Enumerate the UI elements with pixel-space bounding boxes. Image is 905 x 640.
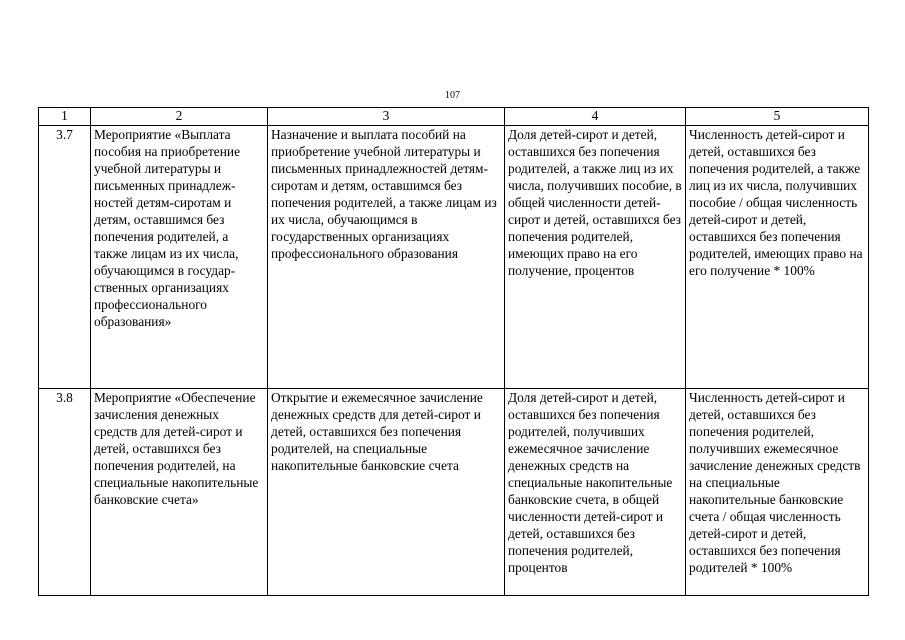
description-cell: Назначение и выплата пособий на приобретение учебной литературы и письменных принадлежностей детям-сиротам и детям, оставшимся без попечения родителей, а также лицам из их числа, обучающимся в государственных организациях профессионального образования — [268, 126, 505, 389]
measures-table — [38, 107, 869, 596]
description-cell: Открытие и ежемесячное зачисление денежных средств для детей-сирот и детей, оставшихся без попечения родителей, на специальные накопительные банковские счета — [268, 389, 505, 596]
event-cell: Мероприятие «Выплата пособия на приобретение учебной литературы и письменных принадлеж-ностей детям-сиротам и детям, оставшимся без попечения родителей, а также лицам из их числа, обучающимся в государ-ственных организациях профессионального образования» — [91, 126, 268, 389]
column-header-1: 1 — [39, 108, 91, 126]
indicator-cell: Доля детей-сирот и детей, оставшихся без попечения родителей, а также лиц из их числа, получивших пособие, в общей численности детей-сирот и детей, оставшихся без попечения родителей, имеющих право на его получение, процентов — [505, 126, 686, 389]
row-number-cell: 3.8 — [39, 389, 91, 596]
indicator-cell: Доля детей-сирот и детей, оставшихся без попечения родителей, получивших ежемесячное зачисление денежных средств на специальные накопительные банковские счета, в общей численности детей-сирот и детей, оставшихся без попечения родителей, процентов — [505, 389, 686, 596]
row-number-cell: 3.7 — [39, 126, 91, 389]
header-row — [39, 108, 869, 126]
table-row — [39, 126, 869, 389]
column-header-5: 5 — [686, 108, 869, 126]
event-cell: Мероприятие «Обеспечение зачисления денежных средств для детей-сирот и детей, оставшихся без попечения родителей, на специальные накопительные банковские счета» — [91, 389, 268, 596]
formula-cell: Численность детей-сирот и детей, оставшихся без попечения родителей, а также лиц из их числа, получивших пособие / общая численность детей-сирот и детей, оставшихся без попечения родителей, имеющих право на его получение * 100% — [686, 126, 869, 389]
column-header-2: 2 — [91, 108, 268, 126]
page-number: 107 — [445, 90, 460, 101]
column-header-4: 4 — [505, 108, 686, 126]
column-header-3: 3 — [268, 108, 505, 126]
table-row — [39, 389, 869, 596]
formula-cell: Численность детей-сирот и детей, оставшихся без попечения родителей, получивших ежемесячное зачисление денежных средств на специальные накопительные банковские счета / общая численность детей-сирот и детей, оставшихся без попечения родителей * 100% — [686, 389, 869, 596]
